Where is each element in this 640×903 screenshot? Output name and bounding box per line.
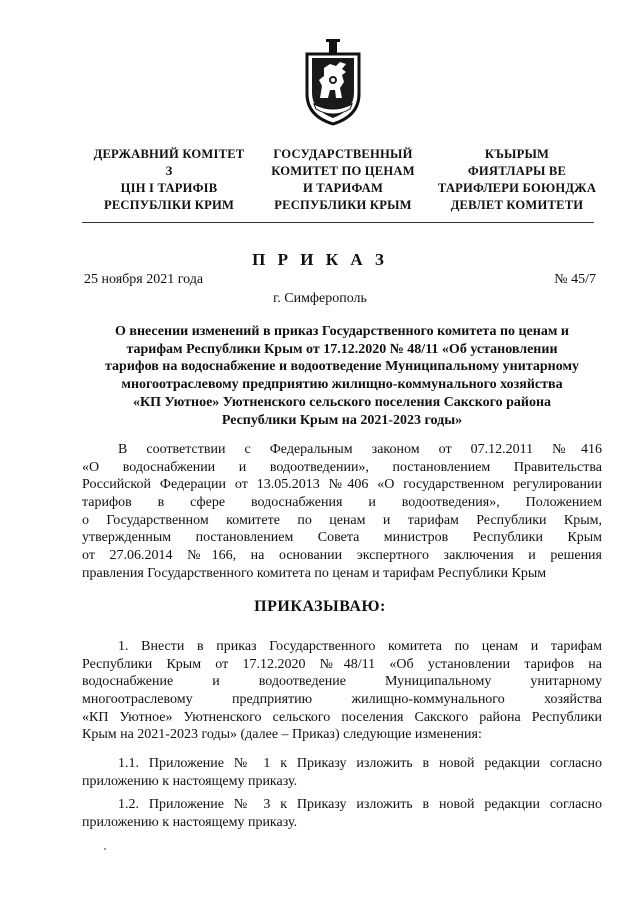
preamble-line: В соответствии с Федеральным законом от 07.12.2011 №416 [118,442,602,457]
preamble-line: от 27.06.2014 №166, на основании экспертного заключения и решения [82,548,602,564]
item-1-line: водоснабжение и водоотведение Муниципальному унитарному [82,674,602,690]
header-center-line: РЕСПУБЛИКИ КРЫМ [274,198,412,212]
item-1-1-line: 1.1. Приложение № 1 к Приказу изложить в новой редакции согласно [118,756,602,771]
subject-line: Республики Крым на 2021-2023 годы» [221,412,463,428]
scan-speck [104,848,106,850]
item-1-line: Крым на 2021-2023 годы» (далее – Приказ) следующие изменения: [82,727,482,743]
preamble-line: правления Государственного комитета по ценам и тарифам Республики Крым [82,565,547,581]
preamble-line: тарифов в сфере водоснабжения и водоотведения», Положением [82,495,602,511]
preamble-line: о Государственном комитете по ценам и тарифам Республики Крым, [82,512,602,528]
header-right-line: ДЕВЛЕТ КОМИТЕТИ [450,198,584,212]
item-1-line: многоотраслевому предприятию жилищно-коммунального хозяйства [82,692,602,708]
document-number: № 45/7 [554,272,596,287]
header-center-line: ГОСУДАРСТВЕННЫЙ [273,147,413,161]
header-left-line: ДЕРЖАВНИЙ КОМІТЕТ [93,147,245,161]
header-left-line: ЦІН І ТАРИФІВ [120,181,218,195]
subject-line: тарифам Республики Крым от 17.12.2020 № 48/11 «Об установлении [126,341,558,357]
document-subject [80,323,604,429]
document-title: П Р И К А З [252,250,388,269]
item-1-line: «КП Уютное» Уютненского сельского поселения Сакского района Республики [82,709,602,725]
subject-line: О внесении изменений в приказ Государственного комитета по ценам и [115,324,569,339]
header-center-line: И ТАРИФАМ [302,181,384,195]
document-city: г. Симферополь [273,291,367,306]
subject-line: тарифов на водоснабжение и водоотведение Муниципальному унитарному [105,359,579,375]
item-1-line: Республики Крым от 17.12.2020 №48/11 «Об установлении тарифов на [82,656,602,672]
header-right-line: ТАРИФЛЕРИ БОЮНДЖА [437,181,597,195]
item-1-2-paragraph [82,796,602,831]
header-left-line: З [165,164,173,178]
header-ukrainian-name [80,146,258,214]
header-center-line: КОМИТЕТ ПО ЦЕНАМ [271,164,415,178]
item-1-1-line: приложению к настоящему приказу. [82,773,298,789]
header-left-line: РЕСПУБЛІКИ КРИМ [103,198,235,212]
crimea-emblem-icon [302,38,364,126]
header-crimean-tatar-name [428,146,606,214]
document-date: 25 ноября 2021 года [84,272,204,287]
header-right-line: ФИЯТЛАРЫ ВЕ [467,164,567,178]
subject-line: «КП Уютное» Уютненского сельского поселения Сакского района [132,394,552,410]
item-1-paragraph [82,638,602,744]
subject-line: многоотраслевому предприятию жилищно-коммунального хозяйства [121,377,563,393]
preamble-line: «О водоснабжении и водоотведении», постановлением Правительства [82,459,602,475]
item-1-2-line: 1.2. Приложение № 3 к Приказу изложить в новой редакции согласно [118,797,602,812]
preamble-line: Российской Федерации от 13.05.2013 №406 «О государственном регулировании [82,477,602,493]
preamble-paragraph [82,441,602,583]
order-heading: ПРИКАЗЫВАЮ: [254,598,386,615]
preamble-line: утвержденным постановлением Совета министров Республики Крым [82,530,602,546]
item-1-2-line: приложению к настоящему приказу. [82,814,298,830]
header-divider [82,222,594,223]
item-1-line: 1. Внести в приказ Государственного комитета по ценам и тарифам [118,639,602,654]
header-russian-name [258,146,428,214]
item-1-1-paragraph [82,755,602,790]
header-right-line: КЪЫРЫМ [484,147,550,161]
